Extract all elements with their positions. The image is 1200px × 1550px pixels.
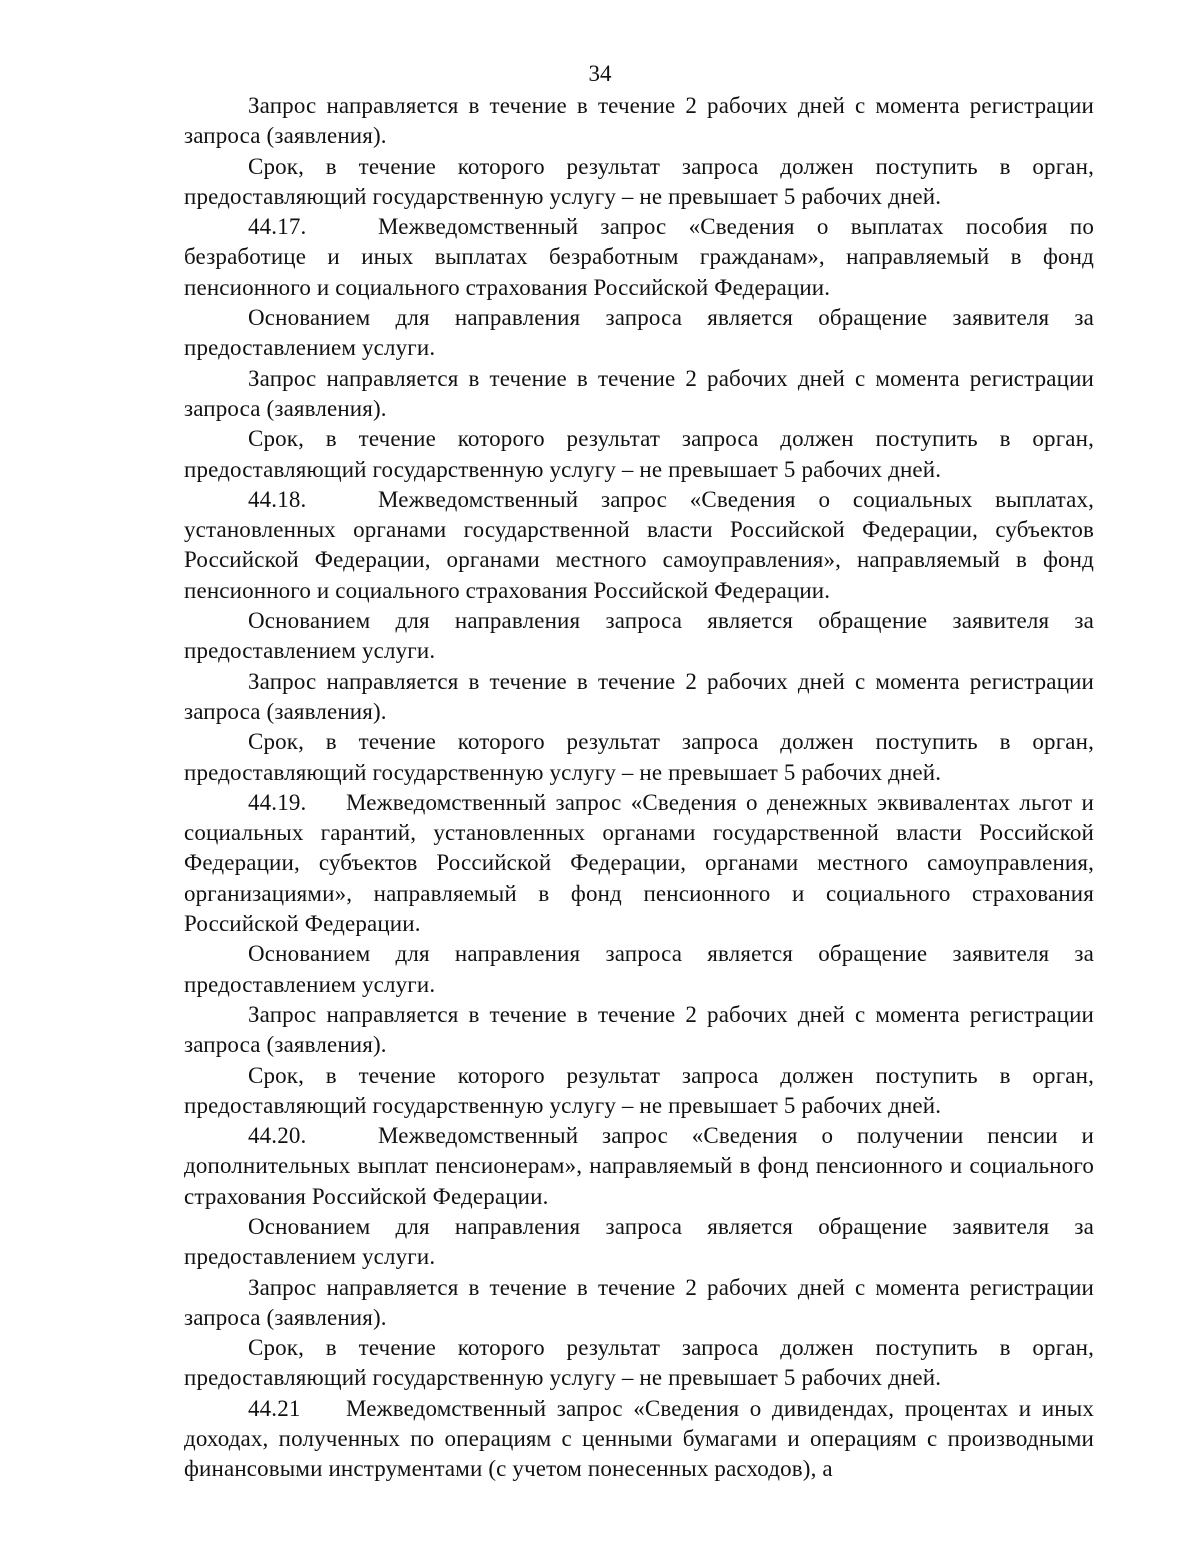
paragraph-text: Основанием для направления запроса является обращение заявителя за предоставлением услуги. [184, 1213, 1094, 1270]
paragraph-text: Межведомственный запрос «Сведения о денежных эквивалентах льгот и социальных гарантий, установленных органами государственной власти Российской Федерации, субъектов Российской Федерации, органами местного самоуправления, организациями», направляемый в фонд пенсионного и социального страхования Российской Федерации. [184, 789, 1094, 937]
paragraph-text: Срок, в течение которого результат запроса должен поступить в орган, предоставляющий государственную услугу – не превышает 5 рабочих дней. [184, 426, 1094, 482]
clause-number: 44.19. [248, 789, 307, 815]
numbered-paragraph [184, 1121, 1094, 1212]
paragraph-text: Основанием для направления запроса является обращение заявителя за предоставлением услуги. [184, 305, 1094, 361]
paragraph [184, 606, 1094, 667]
clause-number: 44.21 [248, 1395, 301, 1421]
paragraph [184, 152, 1094, 213]
paragraph-text: Межведомственный запрос «Сведения о выплатах пособия по безработице и иных выплатах безработным гражданам», направляемый в фонд пенсионного и социального страхования Российской Федерации. [184, 214, 1094, 300]
paragraph [184, 364, 1094, 425]
paragraph-text: Межведомственный запрос «Сведения о получении пенсии и дополнительных выплат пенсионерам», направляемый в фонд пенсионного и социального страхования Российской Федерации. [184, 1123, 1094, 1209]
numbered-paragraph [184, 788, 1094, 939]
paragraph [184, 727, 1094, 788]
paragraph [184, 939, 1094, 1000]
clause-number: 44.20. [248, 1123, 307, 1149]
paragraph-text: Срок, в течение которого результат запроса должен поступить в орган, предоставляющий государственную услугу – не превышает 5 рабочих дней. [184, 1062, 1094, 1118]
numbered-paragraph [184, 212, 1094, 303]
numbered-paragraph [184, 485, 1094, 606]
clause-number: 44.18. [248, 486, 307, 512]
paragraph [184, 91, 1094, 152]
paragraph [184, 1061, 1094, 1122]
paragraph [184, 667, 1094, 728]
paragraph-text: Межведомственный запрос «Сведения о дивидендах, процентах и иных доходах, полученных по операциям с ценными бумагами и операциям с производными финансовыми инструментами (с учетом понесенных расходов), а [184, 1395, 1094, 1482]
paragraph-text: Срок, в течение которого результат запроса должен поступить в орган, предоставляющий государственную услугу – не превышает 5 рабочих дней. [184, 729, 1094, 785]
paragraph-text: Срок, в течение которого результат запроса должен поступить в орган, предоставляющий государственную услугу – не превышает 5 рабочих дней. [184, 153, 1094, 209]
paragraph-text: Запрос направляется в течение в течение 2 рабочих дней с момента регистрации запроса (заявления). [184, 365, 1094, 421]
paragraph-text: Запрос направляется в течение в течение 2 рабочих дней с момента регистрации запроса (заявления). [184, 93, 1094, 149]
paragraph [184, 1000, 1094, 1061]
paragraph-text: Межведомственный запрос «Сведения о социальных выплатах, установленных органами государственной власти Российской Федерации, субъектов Российской Федерации, органами местного самоуправления», направляемый в фонд пенсионного и социального страхования Российской Федерации. [184, 486, 1094, 603]
numbered-paragraph [184, 1394, 1094, 1485]
paragraph [184, 303, 1094, 364]
paragraph [184, 424, 1094, 485]
clause-number: 44.17. [248, 214, 307, 240]
page-number: 34 [588, 61, 612, 86]
paragraph [184, 1333, 1094, 1394]
paragraph-text: Срок, в течение которого результат запроса должен поступить в орган, предоставляющий государственную услугу – не превышает 5 рабочих дней. [184, 1335, 1094, 1391]
paragraph-text: Основанием для направления запроса является обращение заявителя за предоставлением услуги. [184, 941, 1094, 997]
paragraph [184, 1212, 1094, 1273]
paragraph-text: Основанием для направления запроса является обращение заявителя за предоставлением услуги. [184, 608, 1094, 664]
paragraph [184, 1273, 1094, 1334]
document-body [184, 91, 1094, 1485]
paragraph-text: Запрос направляется в течение в течение 2 рабочих дней с момента регистрации запроса (заявления). [184, 668, 1094, 724]
paragraph-text: Запрос направляется в течение в течение 2 рабочих дней с момента регистрации запроса (заявления). [184, 1274, 1094, 1330]
paragraph-text: Запрос направляется в течение в течение 2 рабочих дней с момента регистрации запроса (заявления). [184, 1001, 1094, 1058]
